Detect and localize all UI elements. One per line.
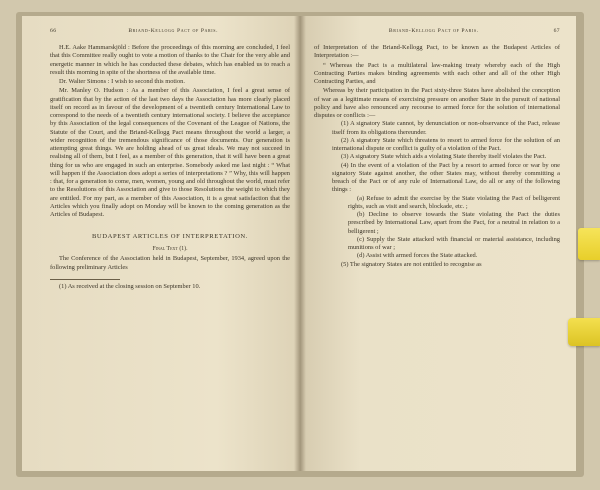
yellow-clip [568,318,600,346]
right-running-title: Briand-Kellogg Pact of Paris. [388,28,479,34]
article-item: (3) A signatory State which aids a violating State thereby itself violates the Pact. [341,153,547,161]
paragraph: “ Whereas the Pact is a multilateral law-making treaty whereby each of the High Contracting Parties makes binding agreements with each other and all of the other High Contracting Parties, and [314,61,560,85]
left-running-head [50,28,290,34]
section-subheading: Final Text (1). [152,246,188,253]
article-subitem: (d) Assist with armed forces the State attacked. [357,252,478,260]
book-gutter [294,16,306,471]
right-body [314,44,560,269]
section-heading: BUDAPEST ARTICLES OF INTERPRETATION. [91,233,249,241]
paragraph: Dr. Walter Simons : I wish to second this motion. [59,78,185,85]
paragraph: H.E. Aake Hammarskjöld : Before the proceedings of this morning are concluded, I feel that this Committee really ought to vote a motion of thanks to the Chair for the very able and energetic manner in which he has conducted these debates, which has enabled us to reach a result this morning in spite of the shortness of the available time. [50,44,290,76]
footnote: (1) As received at the closing session on September 10. [59,282,201,290]
article-item: (2) A signatory State which threatens to resort to armed force for the solution of an international dispute or conflict is guilty of a violation of the Pact. [332,136,560,152]
article-subitem: (b) Decline to observe towards the State violating the Pact the duties prescribed by International Law, apart from the Pact, for a neutral in relation to a belligerent ; [348,211,560,235]
right-page [300,16,576,471]
left-body [50,44,290,291]
right-running-head [314,28,560,34]
paragraph: of Interpretation of the Briand-Kellogg Pact, to be known as the Budapest Articles of Interpretation :— [314,44,560,60]
right-page-number: 67 [553,28,560,34]
article-item: (1) A signatory State cannot, by denunciation or non-observance of the Pact, release itself from its obligations thereunder. [332,120,560,136]
article-item: (5) The signatory States are not entitled to recognise as [341,260,482,268]
yellow-clip [578,228,600,260]
left-page-number: 66 [50,28,57,34]
article-subitem: (a) Refuse to admit the exercise by the State violating the Pact of belligerent rights, such as visit and search, blockade, etc. ; [348,194,560,210]
article-subitem: (c) Supply the State attacked with financial or material assistance, including munitions of war ; [348,235,560,251]
article-item: (4) In the event of a violation of the Pact by a resort to armed force or war by one signatory State against another, the other States may, without thereby committing a breach of the Pact or of any rule of International Law, do all or any of the following things : [332,161,560,194]
paragraph: The Conference of the Association held in Budapest, September, 1934, agreed upon the following preliminary Articles [50,255,290,271]
paragraph: Whereas by their participation in the Pact sixty-three States have abolished the conception of war as a legitimate means of exercising pressure on another State in the pursuit of national policy and have also renounced any recourse to armed force for the solution of international disputes or conflicts :— [314,87,560,119]
footnote-rule [50,279,120,280]
paragraph: Mr. Manley O. Hudson : As a member of this Association, I feel a great sense of gratification that by the action of the last two days the Association has more clearly placed itself on record as in favour of the development of a twentieth century International Law to correspond to the needs of a twentieth century international society. I believe the acceptance by this Association of the legal consequences of the Covenant of the League of Nations, the Statute of the Court, and the Briand-Kellogg Pact means throughout the world a larger, a wider recognition of the tremendous significance of those documents. Our generation is attempting great things. We are holding ahead of us great ideals. We may not succeed in realising all of them, but I feel, as a member of this generation, that it will have been a great thing for us who are engaged in such an enterprise. Somebody asked me last night : “ What will happen if the Association does adopt a series of interpretations ? ” Why, this will happen : that, for a generation to come, men, women, young and old throughout the world, must refer to the Resolutions of this Association and give to those Resolutions the weight to which they are entitled. For my part, as a member of this Association, it is a great satisfaction that the Articles which you finally adopt on Monday will be known to the coming generation as the Articles of Budapest. [50,87,290,218]
left-running-title: Briand-Kellogg Pact of Paris. [128,28,219,34]
left-page [22,16,300,471]
